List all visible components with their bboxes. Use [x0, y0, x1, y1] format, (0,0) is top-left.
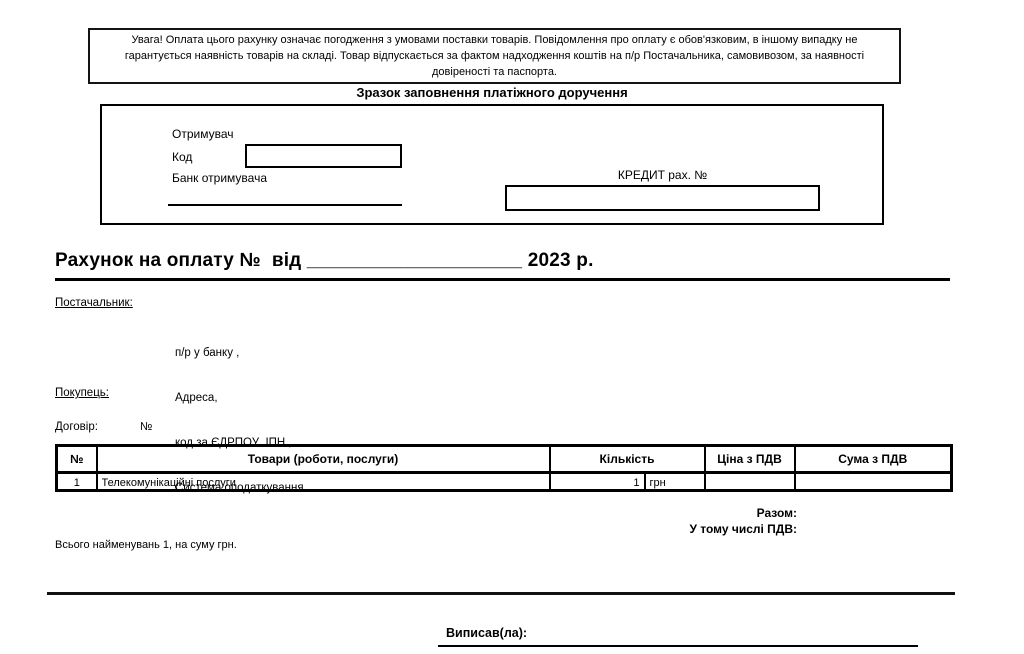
invoice-title: Рахунок на оплату № від ____________________ 2023 р.: [55, 250, 950, 281]
payment-sample-box: [100, 104, 884, 225]
payment-sample-title: Зразок заповнення платіжного доручення: [356, 85, 628, 100]
supplier-label: Постачальник:: [55, 297, 133, 309]
total-label: Разом:: [756, 506, 797, 520]
code-label: Код: [172, 150, 193, 164]
row-unit-cell: грн: [645, 473, 705, 491]
col-header-quantity: Кількість: [550, 446, 705, 473]
bottom-divider: [47, 592, 955, 595]
code-field: [245, 144, 402, 168]
col-header-num: №: [57, 446, 97, 473]
vat-label: У тому числі ПДВ:: [689, 522, 797, 536]
row-name-cell: Телекомунікаційні послуги: [97, 473, 550, 491]
issued-by-label: Виписав(ла):: [446, 626, 528, 640]
row-price-cell: [705, 473, 795, 491]
contract-label: Договір:: [55, 421, 98, 433]
supplier-bank-line: п/р у банку ,: [175, 347, 240, 359]
supplier-tax-system-line: Система оподаткування: [175, 482, 304, 494]
table-header-row: [57, 446, 952, 473]
row-num-cell: 1: [57, 473, 97, 491]
supplier-edrpou-line: код за ЄДРПОУ ІПН ,: [175, 437, 292, 449]
recipient-bank-label: Банк отримувача: [172, 171, 268, 185]
contract-number-label: №: [140, 421, 153, 433]
items-summary: Всього найменувань 1, на суму грн.: [55, 539, 237, 551]
signature-line: [438, 626, 918, 647]
recipient-label: Отримувач: [172, 127, 234, 141]
totals-block: [553, 505, 797, 537]
col-header-sum: Сума з ПДВ: [795, 446, 952, 473]
table-row: [57, 473, 952, 491]
row-sum-cell: [795, 473, 952, 491]
payment-notice: Увага! Оплата цього рахунку означає погодження з умовами поставки товарів. Повідомлення про оплату є обов'язковим, в іншому випадку не гарантується наявність товарів на складі. Товар відпускається за фактом надходження коштів на п/р Постачальника, самовивозом, за наявності довіреності та паспорта.: [88, 28, 901, 84]
items-table: [55, 444, 953, 492]
buyer-label: Покупець:: [55, 387, 109, 399]
supplier-address-line: Адреса,: [175, 392, 218, 404]
row-qty-cell: 1: [550, 473, 645, 491]
credit-account-field: [505, 185, 820, 211]
credit-account-label: КРЕДИТ рах. №: [617, 168, 708, 182]
col-header-price: Ціна з ПДВ: [705, 446, 795, 473]
bank-fill-line: [168, 204, 402, 206]
col-header-goods: Товари (роботи, послуги): [97, 446, 550, 473]
